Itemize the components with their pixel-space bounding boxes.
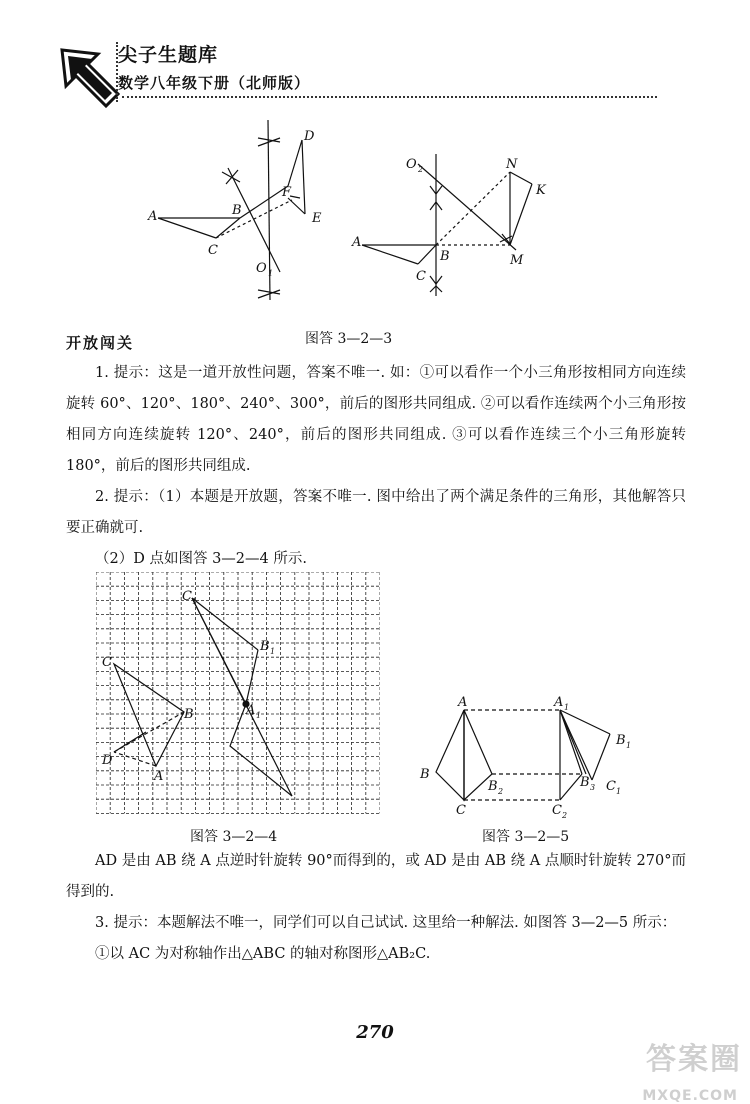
- figure-3-2-4-caption: 图答 3—2—4: [190, 829, 278, 845]
- fig324-label-D: D: [102, 753, 113, 768]
- fig323-label-O1: O: [256, 261, 267, 276]
- fig325-label-B2: B: [488, 779, 498, 794]
- text-block-top: [66, 358, 686, 575]
- fig325-label-A1-sub: 1: [564, 703, 570, 712]
- fig323-label-O2: O: [406, 157, 417, 172]
- fig325-label-C1: C: [606, 779, 616, 794]
- section-title: 开放闯关: [66, 334, 135, 352]
- fig325-label-B3: B: [580, 775, 590, 790]
- fig323-label-A2: A: [352, 235, 362, 250]
- fig323-label-B: B: [232, 203, 242, 218]
- page-number: 270: [356, 1022, 394, 1043]
- paragraph-1: 1. 提示：这是一道开放性问题，答案不唯一. 如：①可以看作一个小三角形按相同方向连续旋转 60°、120°、180°、240°、300°，前后的图形共同组成. ②可以看作连续两个小三角形按相同方向连续旋转 120°、240°，前后的图形共同组成. ③可以看作连续三个小三角形旋转 180°，前后的图形共同组成.: [66, 365, 686, 474]
- figure-3-2-3-left: [140, 120, 340, 310]
- fig324-label-C1: C: [182, 589, 192, 604]
- fig323-label-N: N: [506, 157, 518, 172]
- figure-3-2-4-grid: [96, 572, 380, 816]
- fig323-label-B2: B: [440, 249, 450, 264]
- paragraph-5: 3. 提示：本题解法不唯一，同学们可以自己试试. 这里给一种解法. 如图答 3—2—5 所示：: [95, 915, 677, 931]
- fig324-label-A1-sub: 1: [256, 711, 262, 720]
- fig325-label-B: B: [420, 767, 430, 782]
- fig325-label-B2-sub: 2: [498, 787, 504, 796]
- fig323-label-C: C: [208, 243, 218, 258]
- figure-3-2-3-right: [350, 150, 570, 300]
- text-block-bottom: [66, 846, 686, 970]
- fig325-label-C2-sub: 2: [562, 811, 568, 818]
- header-dotted-rule: [122, 96, 657, 98]
- fig325-label-B3-sub: 3: [590, 783, 596, 792]
- fig323-label-O1-sub: 1: [268, 269, 274, 278]
- figure-3-2-5-caption: 图答 3—2—5: [482, 829, 570, 845]
- fig324-label-B1-sub: 1: [270, 647, 276, 656]
- paragraph-4: AD 是由 AB 绕 A 点逆时针旋转 90°而得到的，或 AD 是由 AB 绕 A 点顺时针旋转 270°而得到的.: [66, 853, 686, 900]
- fig324-label-B: B: [184, 707, 194, 722]
- figure-3-2-5: [414, 694, 654, 818]
- fig325-label-A: A: [458, 695, 468, 710]
- header-title: 尖子生题库: [118, 44, 219, 66]
- fig325-label-C1-sub: 1: [616, 787, 622, 796]
- watermark-url: MXQE.COM: [642, 1088, 738, 1104]
- fig323-label-D: D: [304, 129, 315, 144]
- paragraph-2: 2. 提示：（1）本题是开放题，答案不唯一. 图中给出了两个满足条件的三角形，其他解答只要正确就可.: [66, 489, 686, 536]
- header-arrow-logo: [58, 46, 122, 110]
- paragraph-6: ①以 AC 为对称轴作出△ABC 的轴对称图形△AB₂C.: [95, 946, 431, 962]
- fig323-label-C2: C: [416, 269, 426, 284]
- fig323-label-O2-sub: 2: [418, 165, 424, 174]
- watermark-logo: 答案圈: [646, 1042, 742, 1077]
- fig324-label-B1: B: [260, 639, 270, 654]
- fig323-label-A: A: [148, 209, 158, 224]
- fig323-label-E: E: [312, 211, 322, 226]
- fig325-label-C: C: [456, 803, 466, 818]
- fig323-label-M: M: [510, 253, 524, 268]
- figure-3-2-3-caption: 图答 3—2—3: [305, 331, 393, 347]
- fig325-label-A1: A: [554, 695, 564, 710]
- fig323-label-F: F: [282, 185, 292, 200]
- fig324-label-A: A: [154, 769, 164, 784]
- fig325-label-B1-sub: 1: [626, 741, 632, 750]
- fig323-label-K: K: [536, 183, 546, 198]
- fig324-label-C: C: [102, 655, 112, 670]
- fig325-label-B1: B: [616, 733, 626, 748]
- fig325-label-C2: C: [552, 803, 562, 818]
- paragraph-3: （2）D 点如图答 3—2—4 所示.: [95, 551, 307, 567]
- fig324-label-A1: A: [246, 703, 256, 718]
- fig324-label-C1-sub: 1: [192, 597, 198, 606]
- header-subtitle: 数学八年级下册（北师版）: [118, 74, 311, 92]
